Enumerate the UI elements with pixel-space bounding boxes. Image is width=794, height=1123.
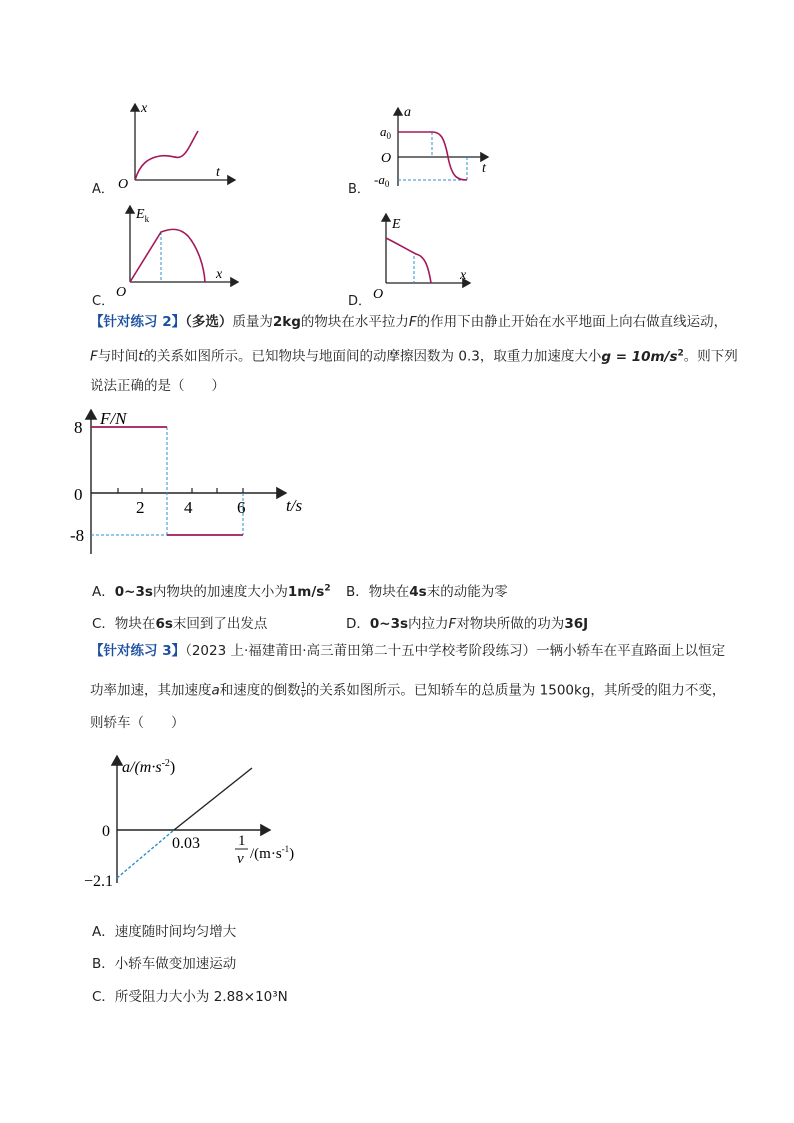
option-c-origin: O (116, 285, 127, 300)
q2-xtick-2: 2 (136, 498, 145, 517)
q3-extrapolation-line (117, 830, 174, 878)
q3-x-label-unit: $/(m\cdot s^{-1})$ (250, 844, 295, 862)
q3-accel-invv-chart (80, 748, 320, 888)
option-b-origin: O (381, 151, 392, 166)
option-c-x-label: x (216, 267, 223, 282)
q3-choice-c[interactable]: C．所受阻力大小为 2.88×10³N (92, 989, 288, 1005)
svg-text:a0: $a_0$ (380, 124, 391, 141)
option-d-label[interactable]: D． (348, 294, 372, 309)
q2-ytick-0: 0 (74, 485, 83, 504)
q2-choice-c[interactable]: C．物块在6s末回到了出发点 (92, 616, 268, 632)
q2-xtick-6: 6 (237, 498, 246, 517)
q3-tag: 【针对练习 3】 (90, 643, 186, 659)
q2-ytick-neg8: -8 (70, 526, 85, 545)
option-d-graph (368, 208, 488, 300)
option-d-y-label: E (392, 217, 401, 232)
option-c-label[interactable]: C． (92, 294, 115, 309)
option-d-x-label: x (460, 268, 467, 283)
option-d-origin: O (373, 287, 384, 300)
q3-choice-b[interactable]: B．小轿车做变加速运动 (92, 956, 237, 972)
option-d-curve (386, 238, 431, 283)
q2-choice-b[interactable]: B．物块在4s末的动能为零 (346, 584, 508, 600)
q2-xtick-4: 4 (184, 498, 193, 517)
q2-line3: 说法正确的是（ ） (90, 378, 225, 394)
q3-xtick: 0.03 (172, 835, 200, 852)
q2-line2: F与时间t的关系如图所示。已知物块与地面间的动摩擦因数为 0.3，取重力加速度大小$g = 10m/s^2$。则下列 (90, 348, 738, 365)
q2-y-label: F/N (100, 409, 127, 428)
q3-line2: 功率加速，其加速度a和速度的倒数 $\frac{1}{v}$ 的关系如图所示。已知轿车的总质量为 1500kg，其所受的阻力不变， (90, 681, 726, 699)
q3-yintercept: −2.1 (84, 873, 114, 888)
q3-data-line (174, 768, 252, 830)
option-a-y-label: x (141, 101, 148, 116)
q2-tag: 【针对练习 2】 (90, 314, 186, 330)
q2-x-label: t/s (286, 496, 303, 515)
q3-x-label-num: 1 (238, 833, 246, 849)
q3-y-label: $a/(m\cdot s^{-2})$ (122, 758, 176, 776)
option-a-label[interactable]: A． (92, 182, 114, 197)
q2-choice-a[interactable]: A．0~3s内物块的加速度大小为$1m/s^2$ (92, 583, 331, 600)
option-b-graph (368, 100, 498, 190)
q3-choice-a[interactable]: A．速度随时间均匀增大 (92, 924, 237, 940)
svg-text:Ek: $E_k$ (136, 207, 150, 224)
q2-force-time-chart (60, 404, 320, 564)
option-b-label[interactable]: B． (348, 182, 370, 197)
q2-choice-d[interactable]: D．0~3s内拉力F对物块所做的功为36J (346, 616, 589, 632)
option-a-curve (135, 131, 198, 180)
option-b-x-label: t (482, 161, 486, 176)
q2-line1: 【针对练习 2】（多选）质量为2kg的物块在水平拉力F的作用下由静止开始在水平地面上向右做直线运动， (90, 314, 728, 330)
q3-line1: 【针对练习 3】（2023 上·福建莆田·高三莆田第二十五中学校考阶段练习）一辆小轿车在平直路面上以恒定 (90, 643, 726, 659)
option-c-graph (110, 200, 240, 300)
option-a-origin: O (118, 177, 129, 191)
option-b-y-label: a (404, 105, 411, 120)
q3-x-label-den: v (237, 851, 244, 867)
svg-text:-a0: $-a_0$ (374, 172, 390, 189)
q3-origin: 0 (102, 823, 110, 840)
q2-ytick-8: 8 (74, 418, 83, 437)
q3-line3: 则轿车（ ） (90, 715, 185, 731)
option-c-curve (130, 229, 205, 282)
option-a-x-label: t (216, 165, 220, 180)
option-a-graph (110, 96, 240, 191)
